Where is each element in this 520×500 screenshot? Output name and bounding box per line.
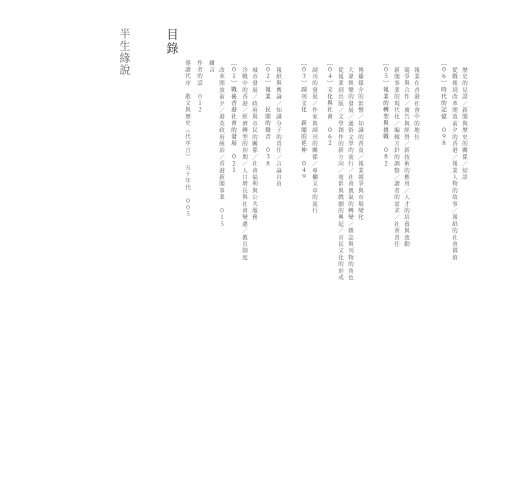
chapter-6-line: 歷史的見證／新聞與歷史的關係／結語 <box>461 67 467 181</box>
chapter-4-line: 大眾娛樂的發展／通俗文學的流行／社會風氣的轉變／雜誌與刊物的角色 <box>347 67 353 282</box>
toc-author-preface: 作者的話 ０１２ <box>196 60 202 114</box>
chapter-5-heading: ［０５］報業的轉型與挑戰 ０８２ <box>382 60 388 168</box>
chapter-4-heading: ［０４］文化與社會 ０６２ <box>326 60 332 148</box>
chapter-2-line: 報紙與輿論／知識分子的責任／言論自由 <box>275 67 281 188</box>
chapter-6-line: 從戰後到改革開放前夕的香港／報業人物的故事／報紙的社會價值 <box>451 67 457 262</box>
chapter-5-line: 競爭與合作／廣告與經營／新技術的應用／人才的培養與流動 <box>403 67 409 248</box>
chapter-2-heading: ［０２］報業 民間的聲音 ０３８ <box>264 60 270 168</box>
toc-foreword-label: 緒言 <box>208 60 214 74</box>
chapter-3-heading: ［０３］副刊文化 新聞的延伸 ０４９ <box>300 60 306 181</box>
toc-preface: 導讀代序 散文與歷史（代序言） 五十年代 ００５ <box>184 60 190 219</box>
chapter-1-line: 城市發展／政府與市民的關係／社會福利與公共服務 <box>251 67 257 222</box>
toc-foreword-items: 改革開放前夕／港英政府統治／香港新聞事業 ０１５ <box>218 67 224 228</box>
chapter-3-line: 副刊的發展／作家與副刊的關係／專欄文章的流行 <box>311 67 317 215</box>
book-title: 半生緣說 <box>118 28 131 76</box>
chapter-4-line: 傳播媒介的影響／知識的普及／報業競爭與市場變化 <box>357 67 363 222</box>
chapter-5-line: 報業在香港社會中的地位 <box>413 67 419 141</box>
chapter-1-heading: ［０１］戰後香港社會的發展 ０２１ <box>230 60 236 174</box>
chapter-4-line: 從報業到出版／文學創作的新方向／電影與戲劇的興起／市民文化的形成 <box>337 67 343 282</box>
contents-title: 目錄 <box>165 28 179 56</box>
chapter-5-line: 新聞事業的現代化／編輯方針的調整／讀者的需求／社會責任 <box>393 67 399 248</box>
chapter-1-line: 冷戰中的香港／經濟轉型的初期／人口增長與社會變遷／教育制度 <box>241 67 247 262</box>
chapter-6-heading: ［０６］時代的記憶 ０９８ <box>440 60 446 148</box>
